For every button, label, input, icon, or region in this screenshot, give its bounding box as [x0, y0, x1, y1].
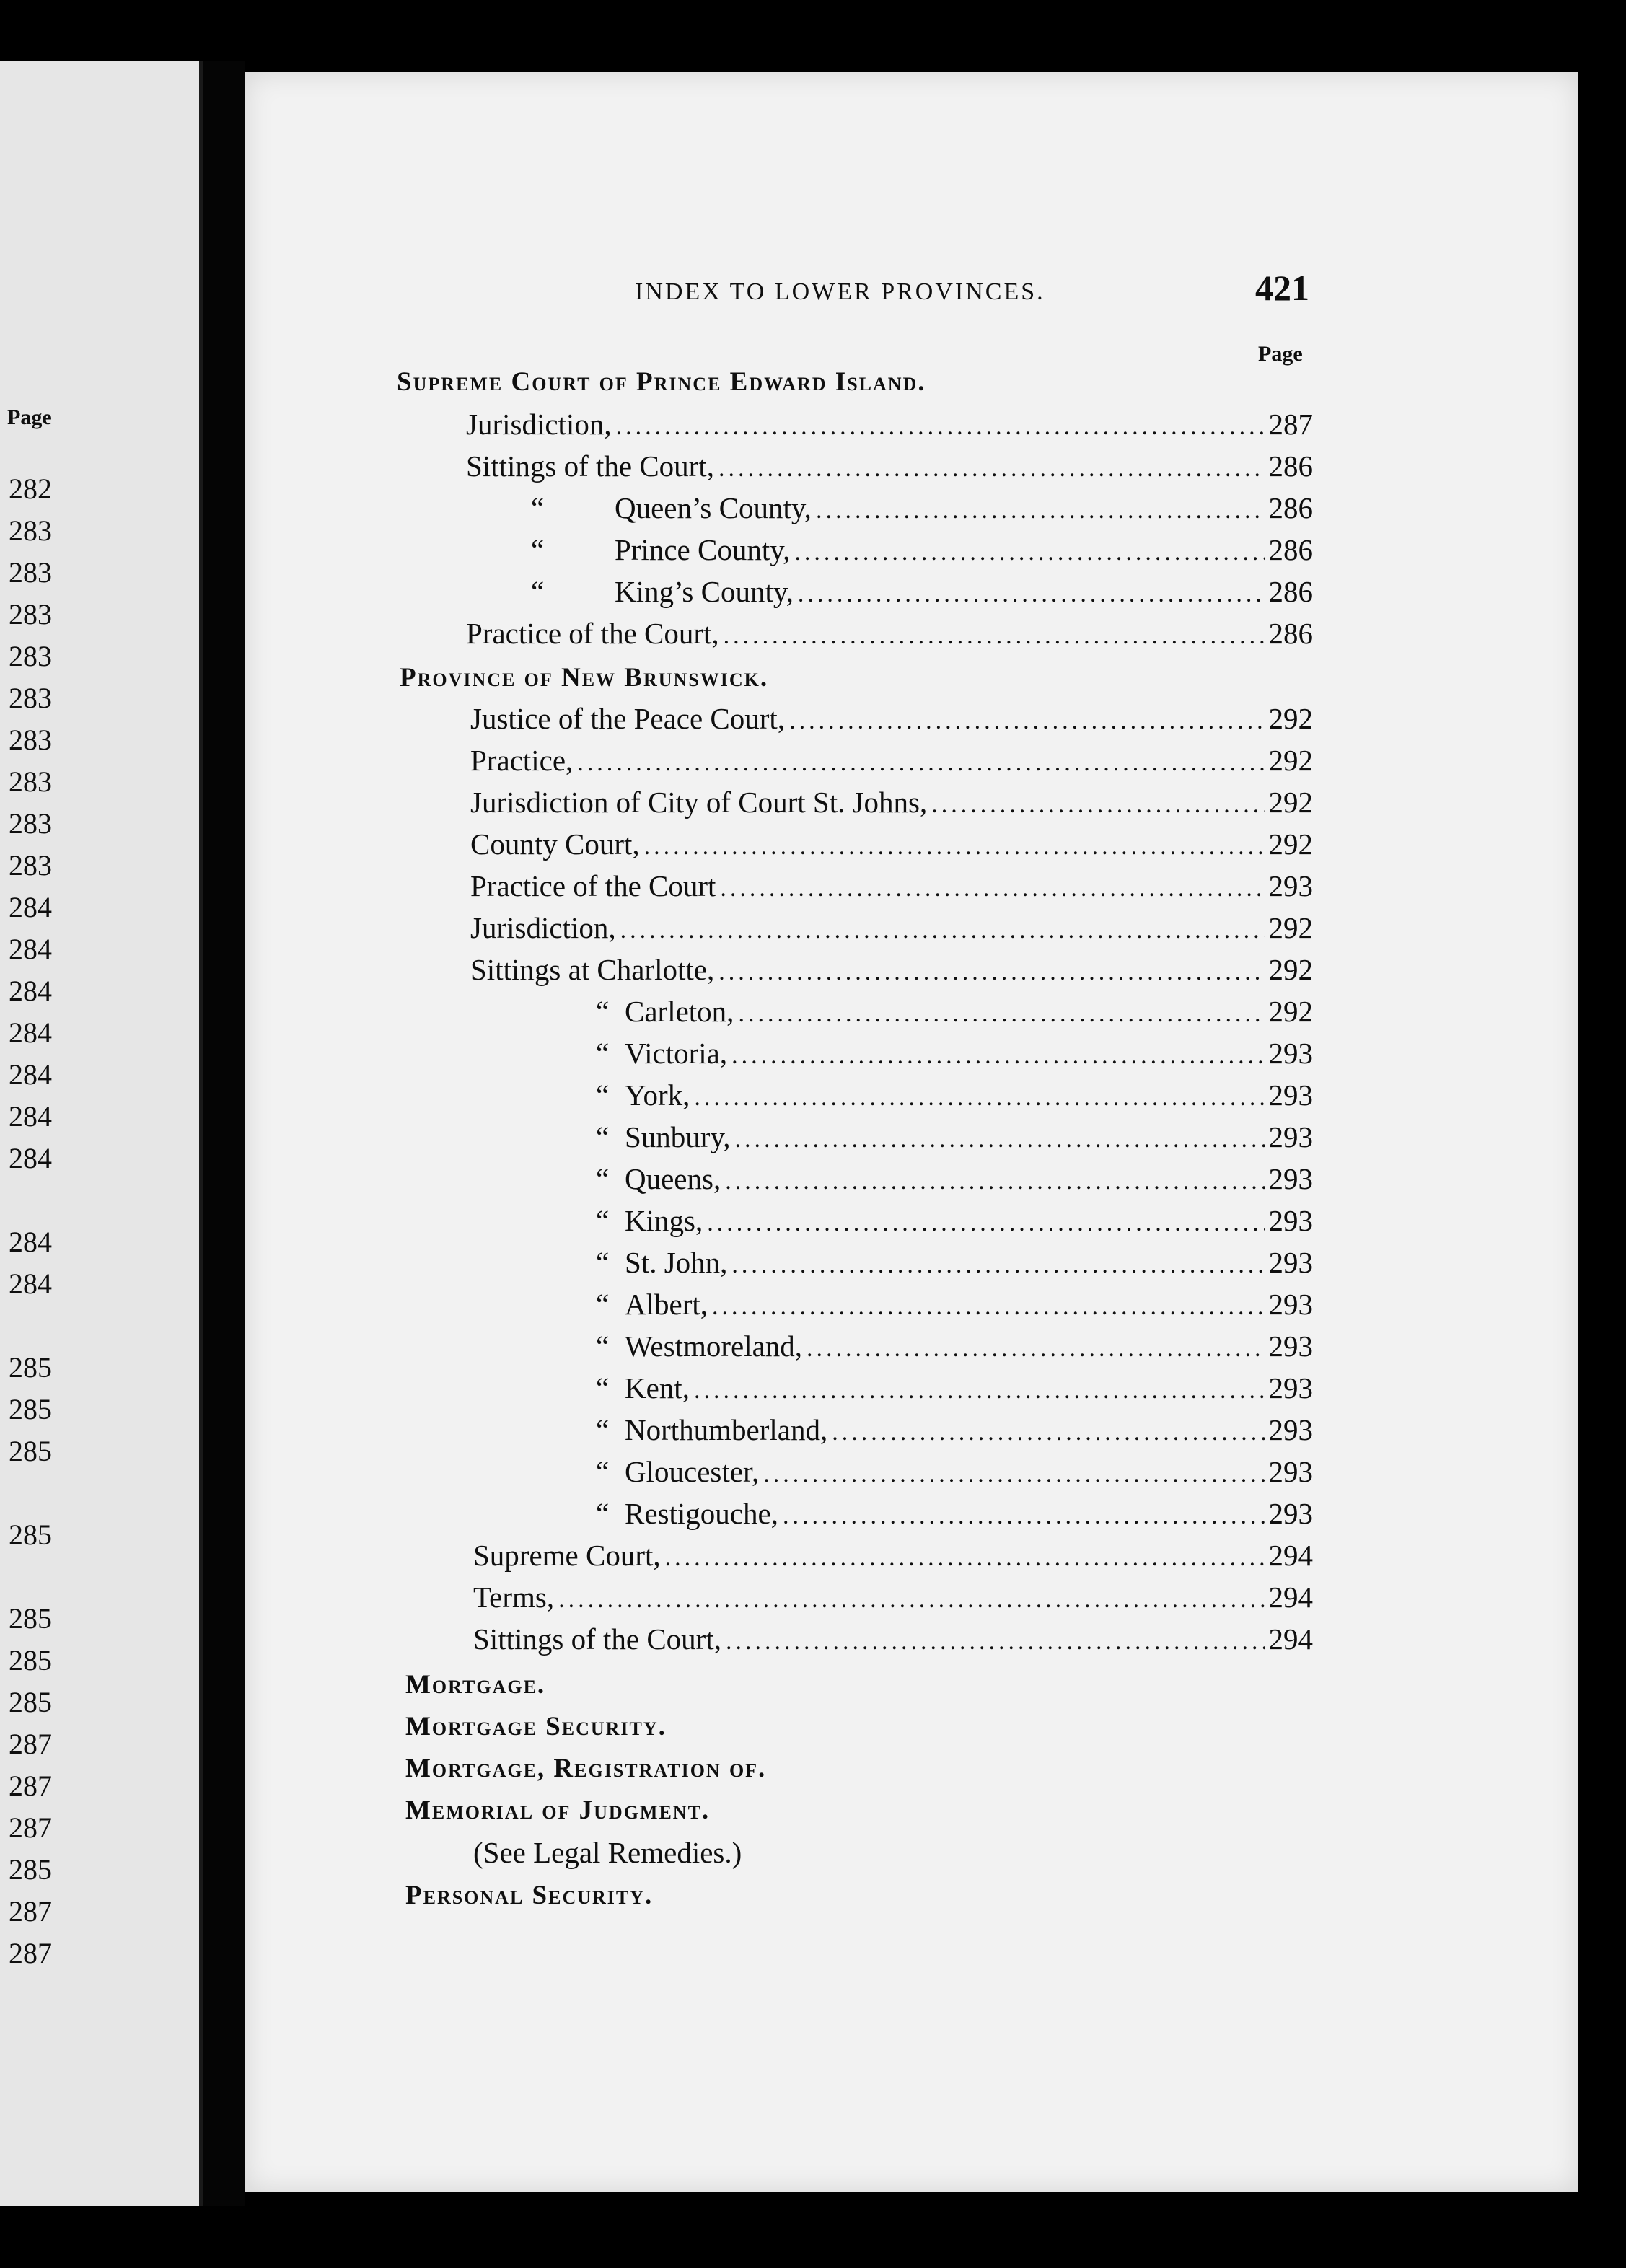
left-page-number: 285 [9, 1686, 52, 1718]
entry-label: Practice of the Court, [466, 617, 719, 650]
entry-page: 294 [1268, 1622, 1313, 1656]
index-entry [473, 1622, 1313, 1656]
left-page-number: 283 [9, 724, 52, 756]
entry-label: Jurisdiction of City of Court St. Johns, [470, 786, 928, 819]
entry-label: Jurisdiction, [470, 911, 616, 944]
index-entry [470, 871, 1313, 901]
book-gutter [203, 61, 245, 2206]
running-title: INDEX TO LOWER PROVINCES. [635, 278, 1045, 305]
left-page-number: 284 [9, 1058, 52, 1091]
leader-dots [816, 498, 1265, 523]
leader-dots [807, 1337, 1264, 1361]
entry-page: 286 [1268, 449, 1313, 483]
left-page-number: 282 [9, 472, 52, 505]
left-page-number: 283 [9, 807, 52, 840]
entry-label: Victoria, [625, 1037, 728, 1070]
leader-dots [694, 1086, 1264, 1110]
left-page-number: 284 [9, 1100, 52, 1133]
index-entry [596, 1164, 1313, 1194]
entry-page: 292 [1268, 786, 1313, 819]
entry-page: 293 [1268, 1078, 1313, 1112]
entry-page: 293 [1268, 1288, 1313, 1321]
entry-page: 286 [1268, 575, 1313, 608]
leader-dots [712, 1295, 1265, 1319]
leader-dots [724, 624, 1265, 649]
index-entry [531, 535, 1313, 565]
entry-page: 286 [1268, 533, 1313, 566]
left-page-number: 283 [9, 765, 52, 798]
leader-dots [707, 1211, 1264, 1236]
previous-page-strip [0, 61, 203, 2206]
entry-page: 293 [1268, 1497, 1313, 1530]
ditto-mark: “ [596, 1497, 610, 1530]
entry-page: 292 [1268, 744, 1313, 777]
entry-label: King’s County, [615, 575, 794, 608]
index-entry [531, 577, 1313, 607]
cross-reference: (See Legal Remedies.) [473, 1836, 742, 1869]
entry-label: Prince County, [615, 533, 791, 566]
ditto-mark: “ [596, 1204, 610, 1237]
index-heading: Mortgage Security. [405, 1712, 667, 1741]
entry-page: 292 [1268, 995, 1313, 1028]
entry-page: 293 [1268, 1371, 1313, 1405]
entry-page: 293 [1268, 1037, 1313, 1070]
index-entry [596, 1206, 1313, 1236]
entry-page: 293 [1268, 1120, 1313, 1153]
section-heading-new-brunswick: Province of New Brunswick. [400, 663, 769, 693]
left-page-number: 285 [9, 1518, 52, 1551]
index-entry [596, 1039, 1313, 1068]
leader-dots [725, 1169, 1264, 1194]
ditto-mark: “ [596, 1371, 610, 1405]
leader-dots [763, 1462, 1264, 1487]
left-page-number: 284 [9, 891, 52, 923]
index-heading: Mortgage, Registration of. [405, 1754, 767, 1783]
ditto-mark: “ [596, 1455, 610, 1488]
entry-page: 294 [1268, 1581, 1313, 1614]
left-page-number: 285 [9, 1435, 52, 1467]
entry-label: Kent, [625, 1371, 690, 1405]
leader-dots [720, 876, 1264, 901]
index-entry [596, 997, 1313, 1027]
left-page-number: 285 [9, 1602, 52, 1635]
entry-page: 293 [1268, 1455, 1313, 1488]
index-entry [596, 1457, 1313, 1487]
left-page-number: 287 [9, 1937, 52, 1969]
entry-label: York, [625, 1078, 690, 1112]
entry-label: Terms, [473, 1581, 555, 1614]
left-page-number: 285 [9, 1393, 52, 1425]
leader-dots [794, 540, 1264, 565]
leader-dots [735, 1128, 1265, 1152]
entry-page: 292 [1268, 953, 1313, 986]
entry-label: Queens, [625, 1162, 721, 1195]
entry-label: Justice of the Peace Court, [470, 702, 786, 735]
entry-label: Supreme Court, [473, 1539, 661, 1572]
left-page-number: 283 [9, 640, 52, 672]
entry-label: Carleton, [625, 995, 734, 1028]
index-entry [596, 1329, 1313, 1363]
leader-dots [620, 918, 1265, 943]
left-page-number: 287 [9, 1770, 52, 1802]
left-page-number: 287 [9, 1811, 52, 1844]
leader-dots [931, 793, 1264, 817]
index-heading: Personal Security. [405, 1881, 654, 1910]
ditto-mark: “ [596, 1288, 610, 1321]
entry-label: Restigouche, [625, 1497, 778, 1530]
entry-label: Sittings at Charlotte, [470, 953, 715, 986]
ditto-mark: “ [596, 1162, 610, 1195]
entry-page: 293 [1268, 1204, 1313, 1237]
entry-page: 293 [1268, 1162, 1313, 1195]
index-entry [473, 1583, 1313, 1612]
left-page-number: 285 [9, 1644, 52, 1676]
entry-label: St. John, [625, 1246, 728, 1279]
left-page-number: 283 [9, 598, 52, 630]
leader-dots [832, 1420, 1264, 1445]
ditto-mark: “ [596, 1413, 610, 1446]
leader-dots [665, 1546, 1265, 1570]
ditto-mark: “ [596, 1329, 610, 1363]
index-entry [596, 1373, 1313, 1403]
entry-label: Gloucester, [625, 1455, 760, 1488]
index-entry [596, 1499, 1313, 1529]
index-entry [466, 619, 1313, 649]
entry-label: Sunbury, [625, 1120, 731, 1153]
index-entry [596, 1078, 1313, 1112]
left-page-number: 284 [9, 1226, 52, 1258]
index-entry [596, 1122, 1313, 1152]
entry-page: 286 [1268, 617, 1313, 650]
ditto-mark: “ [531, 575, 545, 608]
index-entry [470, 788, 1313, 817]
entry-page: 293 [1268, 1329, 1313, 1363]
leader-dots [731, 1044, 1264, 1068]
entry-page: 293 [1268, 1413, 1313, 1446]
entry-page: 292 [1268, 911, 1313, 944]
leader-dots [718, 457, 1265, 481]
entry-label: Kings, [625, 1204, 703, 1237]
entry-label: Jurisdiction, [466, 408, 612, 441]
index-entry [596, 1248, 1313, 1278]
leader-dots [616, 415, 1265, 439]
ditto-mark: “ [531, 491, 545, 524]
ditto-mark: “ [596, 1246, 610, 1279]
index-entry [473, 1541, 1313, 1570]
left-page-label: Page [7, 405, 52, 429]
entry-label: Northumberland, [625, 1413, 828, 1446]
entry-label: Practice of the Court [470, 869, 716, 902]
section-heading-pei: Supreme Court of Prince Edward Island. [397, 367, 926, 397]
index-entry [596, 1290, 1313, 1319]
leader-dots [726, 1630, 1265, 1654]
entry-label: Westmoreland, [625, 1329, 803, 1363]
page-folio: 421 [1255, 268, 1309, 308]
leader-dots [694, 1379, 1265, 1403]
index-heading: Mortgage. [405, 1670, 546, 1700]
left-page-number: 283 [9, 849, 52, 882]
entry-label: Practice, [470, 744, 574, 777]
entry-page: 293 [1268, 1246, 1313, 1279]
index-entry [470, 913, 1313, 943]
ditto-mark: “ [596, 1078, 610, 1112]
left-page-number: 284 [9, 1016, 52, 1049]
entry-label: Queen’s County, [615, 491, 812, 524]
entry-label: Sittings of the Court, [466, 449, 714, 483]
index-entry [466, 449, 1313, 483]
leader-dots [718, 960, 1264, 985]
ditto-mark: “ [531, 533, 545, 566]
index-heading: Memorial of Judgment. [405, 1796, 711, 1825]
left-page-number: 287 [9, 1895, 52, 1928]
leader-dots [789, 709, 1264, 734]
entry-page: 294 [1268, 1539, 1313, 1572]
leader-dots [644, 835, 1265, 859]
ditto-mark: “ [596, 1037, 610, 1070]
left-page-number: 283 [9, 556, 52, 589]
leader-dots [577, 751, 1264, 775]
index-page [245, 72, 1578, 2192]
index-entry [531, 493, 1313, 523]
left-page-number: 283 [9, 514, 52, 547]
left-page-number: 285 [9, 1351, 52, 1384]
index-entry [470, 955, 1313, 985]
leader-dots [558, 1588, 1264, 1612]
leader-dots [738, 1002, 1264, 1027]
left-page-number: 285 [9, 1853, 52, 1886]
index-entry [470, 704, 1313, 734]
ditto-mark: “ [596, 1120, 610, 1153]
entry-label: Sittings of the Court, [473, 1622, 721, 1656]
left-page-number: 284 [9, 1267, 52, 1300]
index-entry [466, 410, 1313, 439]
leader-dots [783, 1504, 1265, 1529]
index-entry [596, 1415, 1313, 1445]
index-entry [470, 746, 1313, 775]
ditto-mark: “ [596, 995, 610, 1028]
leader-dots [798, 582, 1265, 607]
entry-page: 292 [1268, 827, 1313, 861]
entry-page: 287 [1268, 408, 1313, 441]
left-page-number: 284 [9, 933, 52, 965]
entry-label: County Court, [470, 827, 640, 861]
entry-page: 293 [1268, 869, 1313, 902]
left-page-number: 287 [9, 1728, 52, 1760]
leader-dots [731, 1253, 1264, 1278]
entry-page: 286 [1268, 491, 1313, 524]
entry-label: Albert, [625, 1288, 708, 1321]
index-entry [470, 827, 1313, 861]
left-page-number: 284 [9, 975, 52, 1007]
left-page-number: 284 [9, 1142, 52, 1174]
left-page-number: 283 [9, 682, 52, 714]
entry-page: 292 [1268, 702, 1313, 735]
page-column-label: Page [1258, 342, 1303, 366]
